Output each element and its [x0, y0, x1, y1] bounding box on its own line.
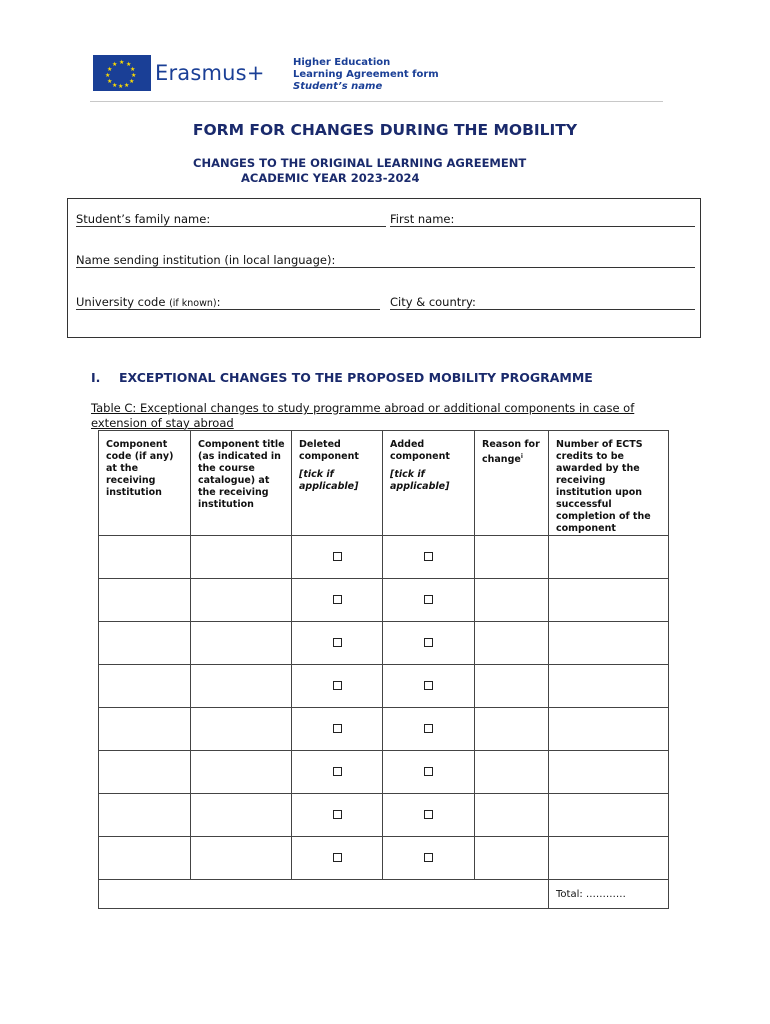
header-component-title-text: Component title (as indicated in the course catalogue) at the receiving institution — [198, 439, 285, 510]
header-added-text: Added component — [390, 439, 450, 462]
page-subtitle-2: ACADEMIC YEAR 2023-2024 — [241, 171, 420, 185]
city-country-label: City & country: — [390, 295, 476, 309]
cell-reason[interactable] — [475, 536, 549, 579]
erasmus-logo — [93, 55, 265, 91]
header-reason-for-change — [475, 431, 549, 536]
total-label: Total: ………… — [556, 888, 626, 900]
table-row — [99, 622, 669, 665]
cell-ects[interactable] — [549, 794, 669, 837]
family-name-label: Student’s family name: — [76, 212, 211, 226]
table-row — [99, 665, 669, 708]
cell-deleted-checkbox[interactable] — [292, 708, 383, 751]
brand-name: Erasmus+ — [155, 61, 265, 85]
header-ects-credits — [549, 431, 669, 536]
deleted-checkbox[interactable] — [333, 638, 342, 647]
added-checkbox[interactable] — [424, 853, 433, 862]
header-text — [293, 57, 439, 93]
cell-component-title[interactable] — [191, 622, 292, 665]
city-country-line[interactable] — [390, 309, 695, 310]
table-row — [99, 794, 669, 837]
section-number: I. — [91, 370, 101, 385]
header-component-code — [99, 431, 191, 536]
cell-component-title[interactable] — [191, 751, 292, 794]
cell-deleted-checkbox[interactable] — [292, 751, 383, 794]
cell-deleted-checkbox[interactable] — [292, 622, 383, 665]
cell-component-code[interactable] — [99, 708, 191, 751]
header-added-component — [383, 431, 475, 536]
cell-component-code[interactable] — [99, 665, 191, 708]
if-known-note: (if known) — [169, 298, 217, 309]
added-checkbox[interactable] — [424, 638, 433, 647]
added-checkbox[interactable] — [424, 552, 433, 561]
cell-reason[interactable] — [475, 708, 549, 751]
university-code-line[interactable] — [76, 309, 380, 310]
total-credits-cell[interactable] — [549, 880, 669, 909]
cell-component-title[interactable] — [191, 837, 292, 880]
cell-added-checkbox[interactable] — [383, 579, 475, 622]
cell-ects[interactable] — [549, 579, 669, 622]
university-code-text: University code — [76, 295, 166, 309]
cell-reason[interactable] — [475, 794, 549, 837]
cell-ects[interactable] — [549, 708, 669, 751]
deleted-checkbox[interactable] — [333, 767, 342, 776]
cell-component-code[interactable] — [99, 794, 191, 837]
table-row — [99, 579, 669, 622]
cell-deleted-checkbox[interactable] — [292, 579, 383, 622]
first-name-label: First name: — [390, 212, 455, 226]
cell-added-checkbox[interactable] — [383, 794, 475, 837]
cell-deleted-checkbox[interactable] — [292, 665, 383, 708]
deleted-checkbox[interactable] — [333, 810, 342, 819]
table-header-row — [99, 431, 669, 536]
cell-added-checkbox[interactable] — [383, 536, 475, 579]
cell-component-code[interactable] — [99, 837, 191, 880]
cell-reason[interactable] — [475, 579, 549, 622]
cell-component-code[interactable] — [99, 536, 191, 579]
deleted-checkbox[interactable] — [333, 595, 342, 604]
cell-added-checkbox[interactable] — [383, 622, 475, 665]
cell-ects[interactable] — [549, 837, 669, 880]
cell-reason[interactable] — [475, 751, 549, 794]
deleted-checkbox[interactable] — [333, 853, 342, 862]
cell-added-checkbox[interactable] — [383, 665, 475, 708]
page-title: FORM FOR CHANGES DURING THE MOBILITY — [192, 121, 578, 139]
added-checkbox[interactable] — [424, 595, 433, 604]
cell-ects[interactable] — [549, 622, 669, 665]
added-checkbox[interactable] — [424, 810, 433, 819]
cell-added-checkbox[interactable] — [383, 751, 475, 794]
table-row — [99, 751, 669, 794]
first-name-line[interactable] — [390, 226, 695, 227]
header-reason-text: Reason for change — [482, 439, 540, 466]
deleted-checkbox[interactable] — [333, 724, 342, 733]
cell-deleted-checkbox[interactable] — [292, 536, 383, 579]
table-caption-text: Table C: Exceptional changes to study programme abroad or additional components in case of extension of stay abroad — [91, 401, 635, 430]
header-ects-text: Number of ECTS credits to be awarded by the receiving institution upon successful completion of the component — [556, 439, 651, 534]
header-added-tick-note: [tick if applicable] — [390, 469, 450, 492]
eu-flag-icon: ★ ★ ★ ★ ★ ★ ★ ★ ★ ★ ★ ★ — [93, 55, 151, 91]
header-divider — [90, 101, 663, 102]
cell-component-title[interactable] — [191, 579, 292, 622]
cell-ects[interactable] — [549, 536, 669, 579]
cell-component-title[interactable] — [191, 708, 292, 751]
cell-component-title[interactable] — [191, 536, 292, 579]
deleted-checkbox[interactable] — [333, 552, 342, 561]
section-title: EXCEPTIONAL CHANGES TO THE PROPOSED MOBILITY PROGRAMME — [119, 370, 593, 385]
cell-component-code[interactable] — [99, 751, 191, 794]
section-heading — [91, 370, 593, 385]
header-line-3: Student’s name — [293, 81, 383, 92]
table-row — [99, 708, 669, 751]
cell-component-title[interactable] — [191, 794, 292, 837]
header-deleted-text: Deleted component — [299, 439, 359, 462]
cell-deleted-checkbox[interactable] — [292, 837, 383, 880]
header-component-code-text: Component code (if any) at the receiving institution — [106, 439, 174, 498]
sending-institution-line[interactable] — [76, 267, 695, 268]
added-checkbox[interactable] — [424, 681, 433, 690]
added-checkbox[interactable] — [424, 724, 433, 733]
cell-deleted-checkbox[interactable] — [292, 794, 383, 837]
header-line-2: Learning Agreement form — [293, 69, 439, 80]
page-subtitle-1: CHANGES TO THE ORIGINAL LEARNING AGREEMENT — [193, 156, 527, 170]
student-info-box — [67, 198, 701, 338]
cell-ects[interactable] — [549, 751, 669, 794]
cell-added-checkbox[interactable] — [383, 837, 475, 880]
total-spacer-cell — [99, 880, 549, 909]
added-checkbox[interactable] — [424, 767, 433, 776]
cell-component-code[interactable] — [99, 579, 191, 622]
cell-added-checkbox[interactable] — [383, 708, 475, 751]
cell-reason[interactable] — [475, 665, 549, 708]
footnote-marker: i — [520, 453, 523, 460]
table-row — [99, 837, 669, 880]
university-code-label — [76, 295, 220, 309]
cell-reason[interactable] — [475, 837, 549, 880]
header-component-title — [191, 431, 292, 536]
deleted-checkbox[interactable] — [333, 681, 342, 690]
table-body — [99, 536, 669, 909]
cell-component-code[interactable] — [99, 622, 191, 665]
header-deleted-tick-note: [tick if applicable] — [299, 469, 359, 492]
table-caption — [91, 401, 691, 430]
header-deleted-component — [292, 431, 383, 536]
family-name-line[interactable] — [76, 226, 386, 227]
cell-reason[interactable] — [475, 622, 549, 665]
changes-table — [98, 430, 669, 909]
table-row — [99, 536, 669, 579]
total-row — [99, 880, 669, 909]
university-code-colon: : — [216, 295, 221, 309]
sending-institution-label: Name sending institution (in local language): — [76, 253, 336, 267]
header-line-1: Higher Education — [293, 57, 391, 68]
cell-ects[interactable] — [549, 665, 669, 708]
cell-component-title[interactable] — [191, 665, 292, 708]
